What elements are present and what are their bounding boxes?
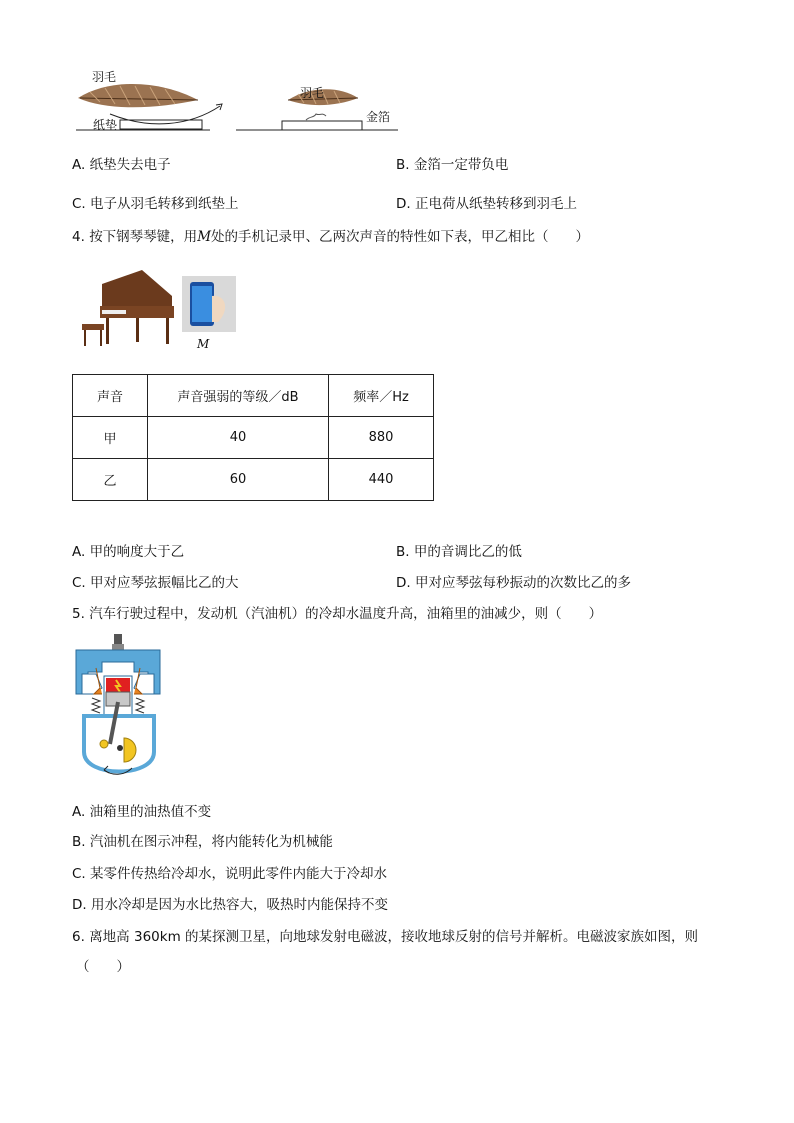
option-letter: C. [72, 575, 86, 591]
q4-option-a[interactable] [72, 540, 184, 560]
table-cell: 440 [329, 459, 434, 501]
phone-m-label: M [197, 337, 210, 351]
question-number: 5. [72, 606, 85, 622]
q3-option-a[interactable] [72, 153, 171, 173]
option-text: 电子从羽毛转移到纸垫上 [90, 196, 239, 212]
q4-option-b[interactable] [396, 540, 522, 560]
option-text: 甲的响度大于乙 [89, 544, 185, 560]
option-letter: B. [72, 834, 86, 850]
table-cell: 880 [329, 417, 434, 459]
option-letter: A. [72, 804, 86, 820]
option-letter: B. [396, 157, 410, 173]
option-text: 正电荷从纸垫转移到羽毛上 [414, 196, 577, 212]
left-feather-label: 羽毛 [92, 70, 117, 84]
gold-foil-label: 金箔 [366, 110, 391, 124]
table-cell: 甲 [73, 417, 148, 459]
feather-diagram [70, 72, 400, 136]
right-feather-label: 羽毛 [300, 86, 325, 100]
option-letter: B. [396, 544, 410, 560]
q3-option-d[interactable] [396, 192, 577, 212]
left-feather [78, 84, 198, 107]
stem-part-b: 处的手机记录甲、乙两次声音的特性如下表，甲乙相比（ ） [211, 229, 590, 245]
q5-option-c[interactable] [72, 862, 387, 882]
option-text: 甲的音调比乙的低 [413, 544, 522, 560]
table-cell: 40 [148, 417, 329, 459]
option-text: 金箔一定带负电 [413, 157, 509, 173]
q5-option-d[interactable] [72, 893, 388, 913]
option-letter: D. [396, 575, 411, 591]
option-letter: A. [72, 544, 86, 560]
q3-option-c[interactable] [72, 192, 239, 212]
q6-stem-tail: （ ） [76, 959, 130, 975]
phone-image [182, 276, 236, 332]
option-text: 甲对应琴弦每秒振动的次数比乙的多 [414, 575, 631, 591]
table-cell: 乙 [73, 459, 148, 501]
table-row [73, 459, 434, 501]
q5-stem [72, 602, 602, 622]
option-text: 汽油机在图示冲程，将内能转化为机械能 [89, 834, 333, 850]
option-letter: A. [72, 157, 86, 173]
piano-phone-figure [80, 266, 240, 352]
table-header-row [73, 375, 434, 417]
piano-image [82, 270, 174, 346]
q6-stem [72, 925, 698, 945]
q4-stem [72, 225, 589, 245]
q5-option-a[interactable] [72, 800, 211, 820]
option-letter: D. [72, 897, 87, 913]
question-number: 6. [72, 929, 85, 945]
option-letter: C. [72, 196, 86, 212]
table-row [73, 417, 434, 459]
option-text: 用水冷却是因为水比热容大，吸热时内能保持不变 [90, 897, 388, 913]
engine-diagram [74, 632, 164, 788]
stem-m: M [197, 229, 212, 245]
option-text: 纸垫失去电子 [89, 157, 171, 173]
q5-option-b[interactable] [72, 830, 333, 850]
q4-option-d[interactable] [396, 571, 631, 591]
option-text: 油箱里的油热值不变 [89, 804, 212, 820]
question-number: 4. [72, 229, 85, 245]
table-header: 声音 [73, 375, 148, 417]
q3-option-b[interactable] [396, 153, 508, 173]
paper-pad-label: 纸垫 [93, 118, 118, 132]
table-cell: 60 [148, 459, 329, 501]
stem-part-a: 按下钢琴琴键，用 [89, 229, 198, 245]
table-header: 频率／Hz [329, 375, 434, 417]
q4-option-c[interactable] [72, 571, 239, 591]
option-text: 甲对应琴弦振幅比乙的大 [90, 575, 239, 591]
table-header: 声音强弱的等级／dB [148, 375, 329, 417]
option-text: 某零件传热给冷却水，说明此零件内能大于冷却水 [90, 866, 388, 882]
option-letter: D. [396, 196, 411, 212]
sound-table [72, 374, 434, 501]
stem-text: 汽车行驶过程中，发动机（汽油机）的冷却水温度升高，油箱里的油减少，则（ ） [89, 606, 603, 622]
stem-text: 离地高 360km 的某探测卫星，向地球发射电磁波，接收地球反射的信号并解析。电磁波家族如图，则 [89, 929, 699, 945]
option-letter: C. [72, 866, 86, 882]
